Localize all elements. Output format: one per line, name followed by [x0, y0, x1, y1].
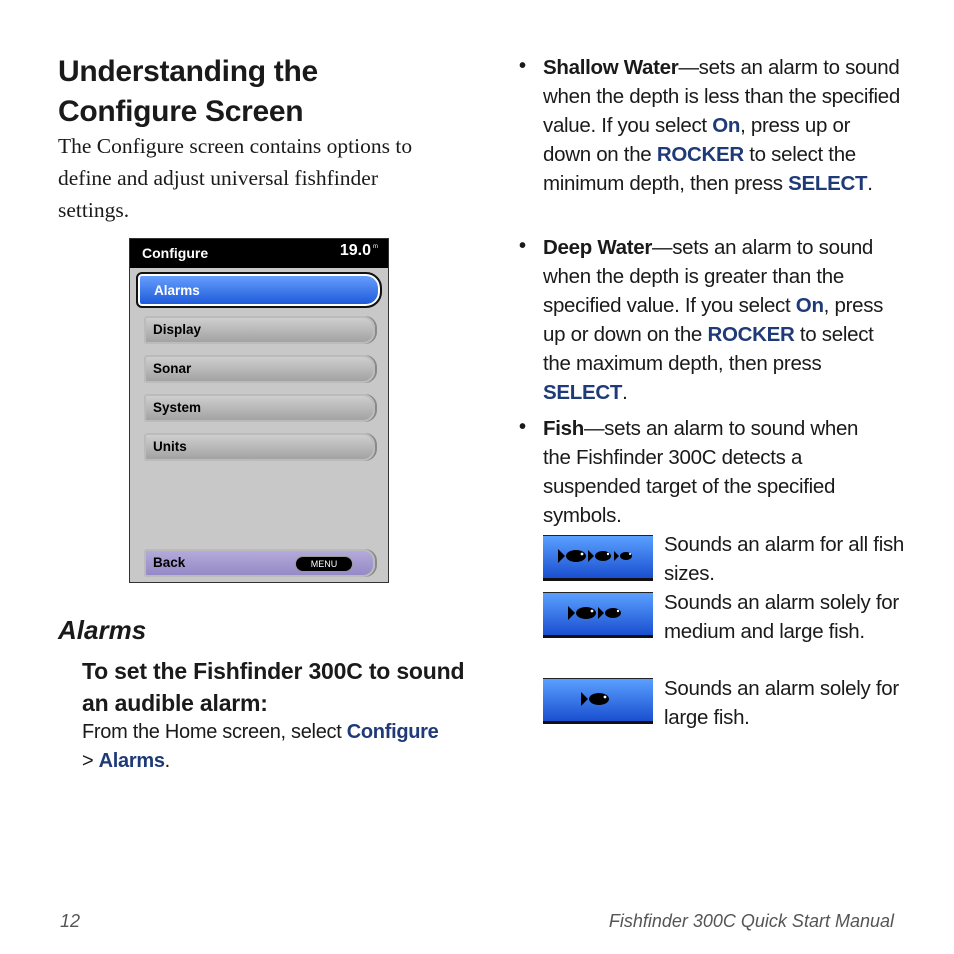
- page-heading: Understanding the Configure Screen: [58, 55, 318, 128]
- menu-item-units: Units: [144, 433, 375, 461]
- bullet-dot: •: [519, 55, 527, 77]
- menu-item-alarms: Alarms: [136, 272, 382, 308]
- section-heading-alarms: Alarms: [58, 615, 147, 645]
- configure-screen-image: [129, 238, 389, 583]
- depth-unit: m: [373, 244, 378, 250]
- bullet-dot: •: [519, 416, 527, 438]
- deep-water-item: Deep Water—sets an alarm to sound when the depth is greater than the specified value. If you select On, press up or down on the ROCKER to select the maximum depth, then press SELECT.: [543, 236, 884, 404]
- fish-option-large-text: Sounds an alarm solely for large fish.: [664, 677, 899, 729]
- menu-item-sonar: Sonar: [144, 355, 375, 383]
- shallow-water-item: Shallow Water—sets an alarm to sound when the depth is less than the specified value. If you select On, press up or down on the ROCKER to select the minimum depth, then press SELECT.: [543, 56, 900, 195]
- fish-item: Fish—sets an alarm to sound when the Fishfinder 300C detects a suspended target of the specified symbols.: [543, 417, 859, 527]
- bullet-dot: •: [519, 235, 527, 257]
- configure-keyword: Configure: [346, 721, 439, 743]
- menu-button: MENU: [295, 556, 353, 572]
- fish-option-all-text: Sounds an alarm for all fish sizes.: [664, 533, 905, 585]
- large-fish-symbol: [543, 678, 653, 724]
- fish-option-medium-large-text: Sounds an alarm solely for medium and large fish.: [664, 591, 899, 643]
- procedure-title: To set the Fishfinder 300C to sound an audible alarm:: [82, 658, 465, 716]
- page-number: 12: [60, 911, 81, 931]
- menu-item-display: Display: [144, 316, 375, 344]
- menu-item-back: Back MENU: [144, 549, 375, 577]
- manual-title: Fishfinder 300C Quick Start Manual: [608, 911, 894, 931]
- device-header: [130, 239, 388, 268]
- medium-large-fish-symbol: [543, 592, 653, 638]
- all-fish-symbol: [543, 535, 653, 581]
- menu-item-system: System: [144, 394, 375, 422]
- depth-readout: 19.0: [339, 242, 371, 259]
- alarms-keyword: Alarms: [98, 750, 165, 772]
- procedure-step: From the Home screen, select Configure > Alarms.: [82, 721, 439, 772]
- intro-paragraph: The Configure screen contains options to define and adjust universal fishfinder settings.: [58, 134, 413, 222]
- device-title: Configure: [142, 245, 209, 261]
